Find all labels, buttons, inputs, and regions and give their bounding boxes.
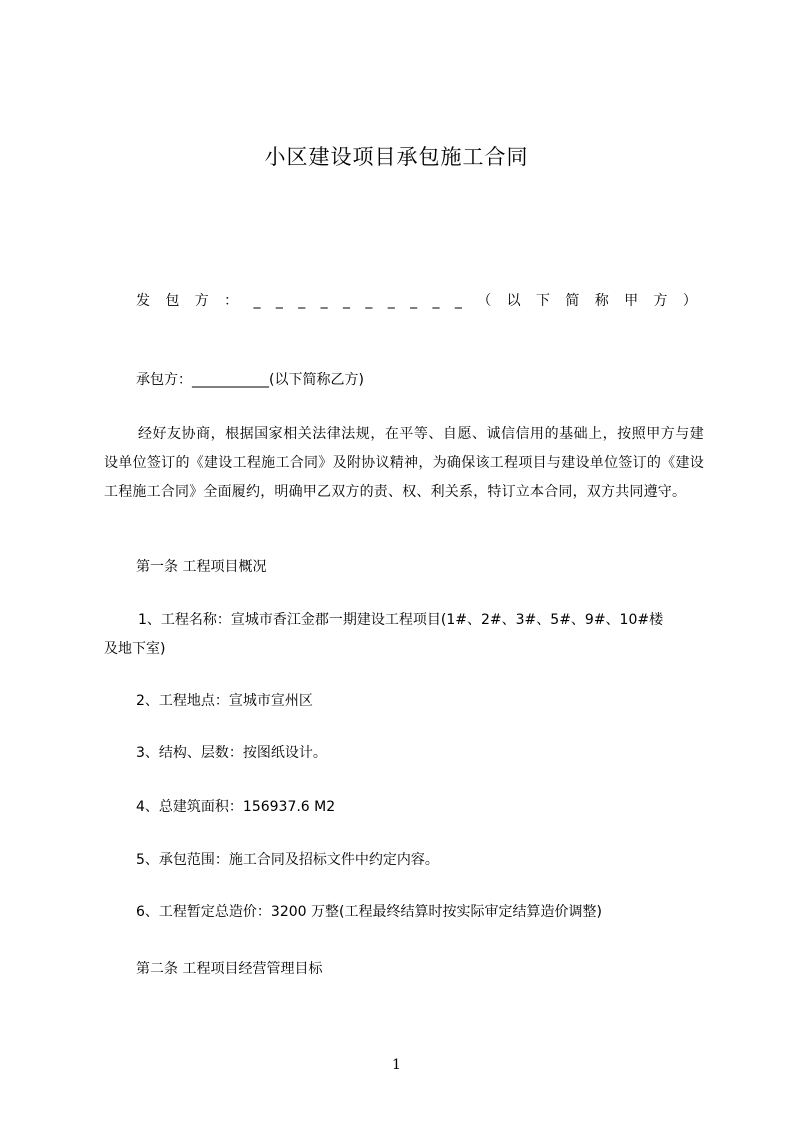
party-a-char: 方 <box>653 293 668 309</box>
party-a-char: 以 <box>506 293 521 309</box>
party-a-char: 称 <box>594 293 609 309</box>
party-a-blank: _ <box>387 293 395 309</box>
item-1-line-2: 及地下室) <box>104 641 166 657</box>
article-2-heading: 第二条 工程项目经营管理目标 <box>136 961 323 977</box>
item-6: 6、工程暂定总造价：3200 万整(工程最终结算时按实际审定结算造价调整) <box>136 904 602 920</box>
party-a-blank: _ <box>298 293 306 309</box>
party-a-blank: _ <box>253 293 261 309</box>
item-4: 4、总建筑面积：156937.6 M2 <box>136 799 336 815</box>
article-1-heading: 第一条 工程项目概况 <box>136 559 267 575</box>
party-a-line <box>136 289 697 313</box>
intro-paragraph: 经好友协商，根据国家相关法律法规，在平等、自愿、诚信信用的基础上，按照甲方与建设单位签订的《建设工程施工合同》及附协议精神，为确保该工程项目与建设单位签订的《建设工程施工合同》全面履约，明确甲乙双方的责、权、利关系，特订立本合同，双方共同遵守。 <box>104 426 704 500</box>
party-a-char: ） <box>682 293 697 309</box>
item-5: 5、承包范围：施工合同及招标文件中约定内容。 <box>136 852 439 868</box>
party-a-char: 下 <box>536 293 550 309</box>
party-a-blank: _ <box>275 293 283 309</box>
party-a-char: 包 <box>165 293 180 309</box>
document-title: 小区建设项目承包施工合同 <box>264 145 529 169</box>
party-a-blank: _ <box>320 293 328 309</box>
party-a-blank: _ <box>454 293 462 309</box>
party-b-line: 承包方：___________(以下简称乙方) <box>136 372 364 388</box>
party-a-blank: _ <box>432 293 440 309</box>
party-a-char: 甲 <box>624 293 639 309</box>
party-a-char: 发 <box>136 293 150 309</box>
party-a-char: ： <box>224 293 239 309</box>
item-3: 3、结构、层数：按图纸设计。 <box>136 745 327 761</box>
party-a-char: 简 <box>565 293 580 309</box>
party-a-char: （ <box>477 293 492 309</box>
party-a-char: 方 <box>194 293 209 309</box>
party-a-blank: _ <box>365 293 373 309</box>
page-number: 1 <box>392 1057 401 1073</box>
item-1-line-1: 1、工程名称：宣城市香江金郡一期建设工程项目(1#、2#、3#、5#、9#、10#楼 <box>138 612 664 628</box>
item-2: 2、工程地点：宣城市宣州区 <box>136 693 313 709</box>
party-a-blank: _ <box>343 293 350 309</box>
party-a-blank: _ <box>410 293 418 309</box>
